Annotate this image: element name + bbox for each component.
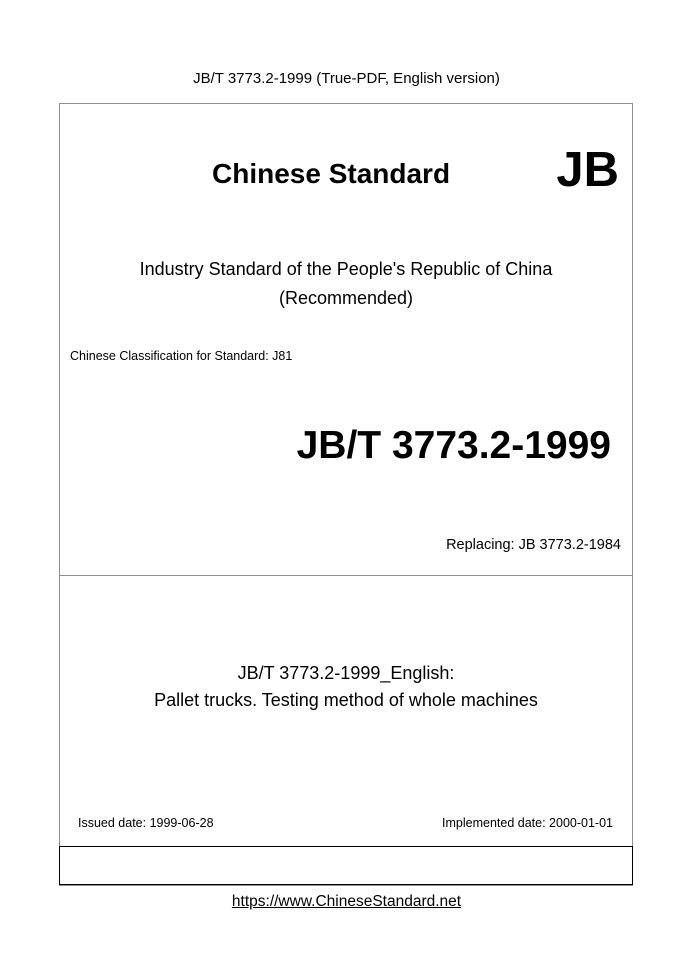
classification-label: Chinese Classification for Standard: J81 — [70, 349, 293, 363]
website-link[interactable]: https://www.ChineseStandard.net — [231, 893, 462, 910]
english-subtitle: Pallet trucks. Testing method of whole machines — [154, 690, 538, 710]
standard-code: JB — [556, 143, 619, 197]
cover-top-section — [60, 104, 632, 576]
document-header: JB/T 3773.2-1999 (True-PDF, English version) — [193, 70, 500, 87]
cover-middle-section — [60, 576, 632, 846]
replacing-label: Replacing: JB 3773.2-1984 — [446, 537, 621, 553]
issued-date: Issued date: 1999-06-28 — [78, 816, 214, 830]
recommended-label: (Recommended) — [278, 288, 414, 308]
cover-title: Chinese Standard — [212, 158, 451, 189]
cover-bottom-box — [59, 846, 633, 885]
standard-number: JB/T 3773.2-1999 — [296, 424, 611, 467]
cover-frame — [59, 103, 633, 886]
implemented-date: Implemented date: 2000-01-01 — [442, 816, 613, 830]
industry-line: Industry Standard of the People's Republic of China — [139, 259, 553, 279]
english-title: JB/T 3773.2-1999_English: — [237, 663, 455, 683]
